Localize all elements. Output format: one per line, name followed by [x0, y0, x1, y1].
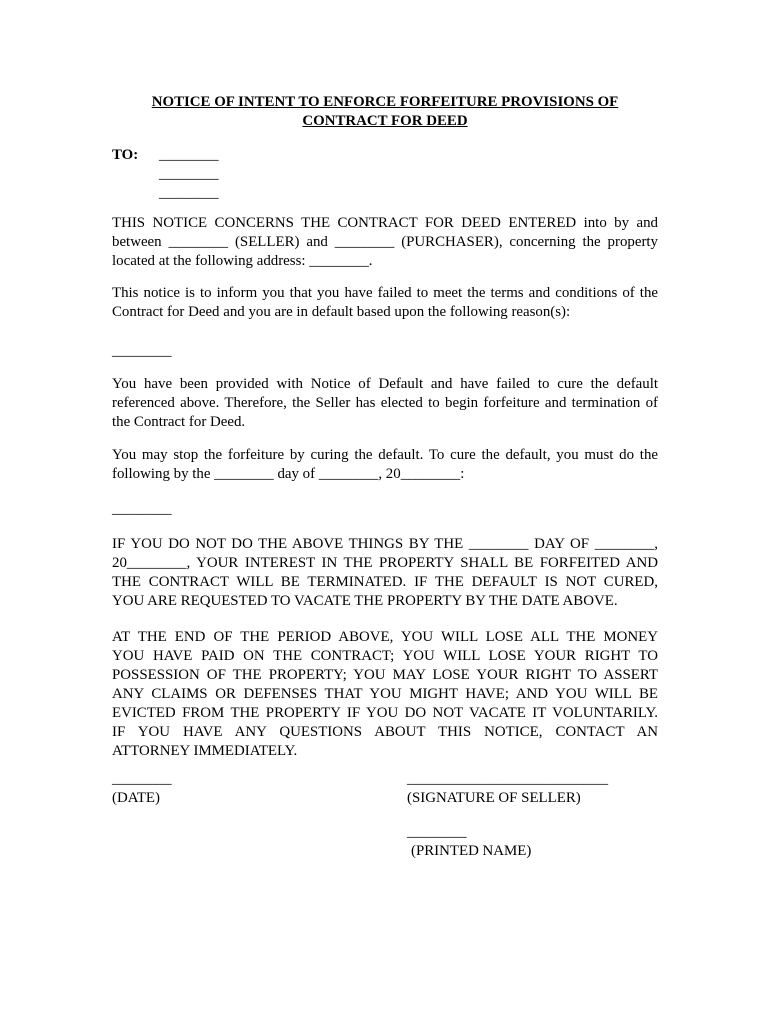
to-row [112, 146, 658, 165]
signature-lines-row [112, 770, 658, 789]
to-section [112, 146, 658, 203]
paragraph-line: YOU HAVE PAID ON THE CONTRACT; YOU WILL LOSE YOUR RIGHT TO [112, 648, 658, 664]
paragraph-line: the Contract for Deed. [112, 414, 246, 430]
printed-name-label: (PRINTED NAME) [411, 843, 532, 859]
paragraph-forfeit-warning [112, 535, 658, 611]
cure-blank-line: ________ [112, 501, 172, 517]
signature-labels-row [112, 789, 658, 808]
paragraph-line: EVICTED FROM THE PROPERTY IF YOU DO NOT VACATE IT VOLUNTARILY. [112, 705, 658, 721]
paragraph-line: located at the following address: ________. [112, 253, 373, 269]
paragraph-line: POSSESSION OF THE PROPERTY; YOU MAY LOSE YOUR RIGHT TO ASSERT [112, 667, 658, 683]
paragraph-line: following by the ________ day of ________, 20________: [112, 466, 465, 482]
paragraph-line: ATTORNEY IMMEDIATELY. [112, 743, 298, 759]
paragraph-notice-concerns [112, 214, 658, 271]
paragraph-lose-money-warning [112, 628, 658, 761]
printed-name-blank-line: ________ [407, 824, 467, 840]
printed-name-blank-row [112, 823, 658, 842]
paragraph-line: YOU ARE REQUESTED TO VACATE THE PROPERTY BY THE DATE ABOVE. [112, 593, 618, 609]
title-line-2 [112, 112, 658, 131]
paragraph-line: 20________, YOUR INTEREST IN THE PROPERTY SHALL BE FORFEITED AND [112, 555, 658, 571]
printed-name-label-row [112, 842, 658, 861]
paragraph-line: between ________ (SELLER) and ________ (PURCHASER), concerning the property [112, 234, 658, 250]
paragraph-line: Contract for Deed and you are in default based upon the following reason(s): [112, 304, 571, 320]
paragraph-notice-of-default [112, 375, 658, 432]
to-label: TO: [112, 147, 139, 163]
paragraph-default-reasons [112, 284, 658, 322]
to-blank-line-1: ________ [159, 147, 219, 163]
title-line-2-text: CONTRACT FOR DEED [302, 113, 468, 129]
paragraph-line: You have been provided with Notice of Default and have failed to cure the default [112, 376, 658, 392]
title-line-1 [112, 93, 658, 112]
date-label: (DATE) [112, 790, 160, 806]
seller-signature-label: (SIGNATURE OF SELLER) [407, 790, 581, 806]
paragraph-line: You may stop the forfeiture by curing the default. To cure the default, you must do the [112, 447, 658, 463]
date-blank-line: ________ [112, 771, 172, 787]
to-blank-line-3: ________ [159, 185, 219, 201]
document-title [112, 93, 658, 131]
title-line-1-text: NOTICE OF INTENT TO ENFORCE FORFEITURE PROVISIONS OF [151, 94, 619, 110]
reason-blank-line: ________ [112, 343, 172, 359]
signature-section [112, 770, 658, 861]
paragraph-line: IF YOU HAVE ANY QUESTIONS ABOUT THIS NOTICE, CONTACT AN [112, 724, 658, 740]
paragraph-line: THE CONTRACT WILL BE TERMINATED. IF THE DEFAULT IS NOT CURED, [112, 574, 658, 590]
paragraph-line: referenced above. Therefore, the Seller has elected to begin forfeiture and termination of [112, 395, 658, 411]
paragraph-line: IF YOU DO NOT DO THE ABOVE THINGS BY THE ________ DAY OF ________, [112, 536, 658, 552]
paragraph-line: This notice is to inform you that you have failed to meet the terms and conditions of the [112, 285, 658, 301]
paragraph-line: THIS NOTICE CONCERNS THE CONTRACT FOR DEED ENTERED into by and [112, 215, 658, 231]
seller-signature-blank-line: ___________________________ [407, 771, 609, 787]
paragraph-line: ANY CLAIMS OR DEFENSES THAT YOU MIGHT HAVE; AND YOU WILL BE [112, 686, 658, 702]
signature-left-spacer [112, 842, 407, 861]
paragraph-stop-forfeiture [112, 446, 658, 484]
signature-left-spacer [112, 823, 407, 842]
paragraph-line: AT THE END OF THE PERIOD ABOVE, YOU WILL LOSE ALL THE MONEY [112, 629, 658, 645]
to-blank-line-2: ________ [159, 166, 219, 182]
